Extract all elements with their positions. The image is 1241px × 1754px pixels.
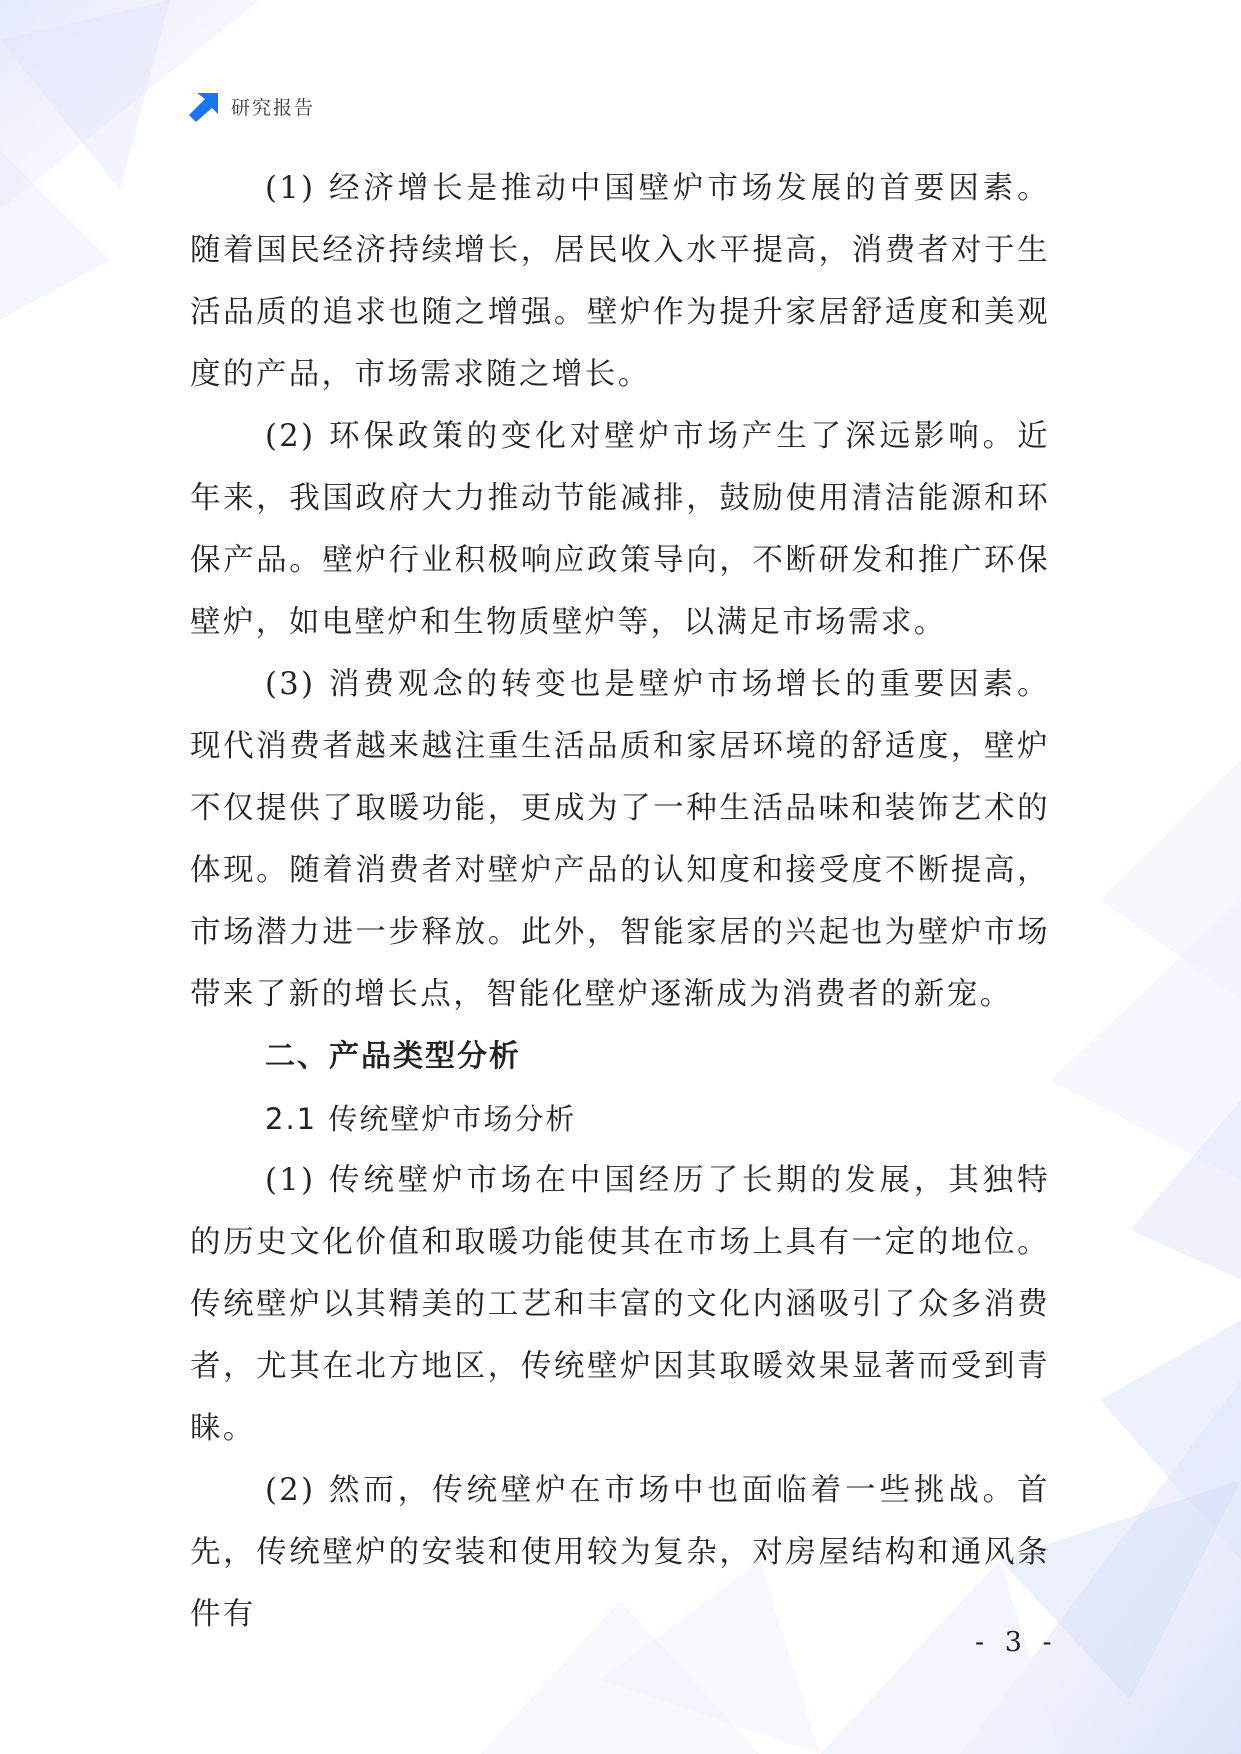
section-heading: 二、产品类型分析 [265, 1039, 521, 1074]
paragraph-3: (3) 消费观念的转变也是壁炉市场增长的重要因素。现代消费者越来越注重生活品质和家居环境的舒适度，壁炉不仅提供了取暖功能，更成为了一种生活品味和装饰艺术的体现。随着消费者对壁炉产品的认知度和接受度不断提高，市场潜力进一步释放。此外，智能家居的兴起也为壁炉市场带来了新的增长点，智能化壁炉逐渐成为消费者的新宠。 [190, 667, 1050, 1012]
arrow-up-right-icon [187, 90, 221, 122]
paragraph-1: (1) 经济增长是推动中国壁炉市场发展的首要因素。随着国民经济持续增长，居民收入水平提高，消费者对于生活品质的追求也随之增强。壁炉作为提升家居舒适度和美观度的产品，市场需求随之增长。 [190, 171, 1050, 392]
header-title: 研究报告 [231, 96, 316, 119]
document-body [190, 158, 1050, 1646]
paragraph-4: (1) 传统壁炉市场在中国经历了长期的发展，其独特的历史文化价值和取暖功能使其在市场上具有一定的地位。传统壁炉以其精美的工艺和丰富的文化内涵吸引了众多消费者，尤其在北方地区，传统壁炉因其取暖效果显著而受到青睐。 [190, 1163, 1050, 1446]
subsection-heading: 2.1 传统壁炉市场分析 [265, 1102, 577, 1136]
paragraph-2: (2) 环保政策的变化对壁炉市场产生了深远影响。近年来，我国政府大力推动节能减排，鼓励使用清洁能源和环保产品。壁炉行业积极响应政策导向，不断研发和推广环保壁炉，如电壁炉和生物质壁炉等，以满足市场需求。 [190, 419, 1050, 640]
paragraph-5: (2) 然而，传统壁炉在市场中也面临着一些挑战。首先，传统壁炉的安装和使用较为复杂，对房屋结构和通风条件有 [190, 1473, 1050, 1632]
page-number: - 3 - [975, 1627, 1058, 1658]
report-header [187, 88, 315, 124]
